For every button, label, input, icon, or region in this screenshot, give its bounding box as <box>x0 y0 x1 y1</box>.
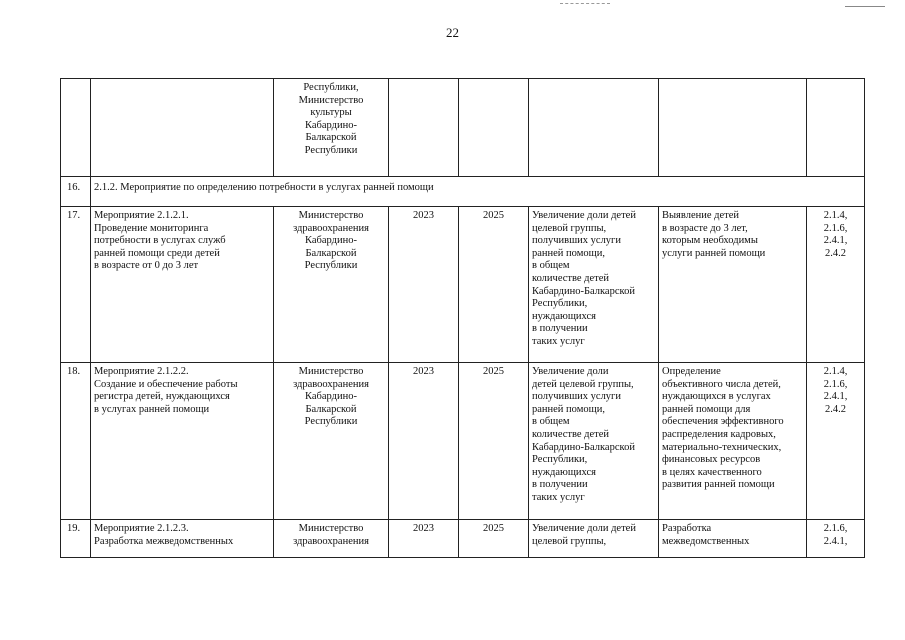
cell-end <box>459 79 529 177</box>
table-row-continuation <box>61 79 865 177</box>
cell-links: 2.1.4, 2.1.6, 2.4.1, 2.4.2 <box>807 207 865 363</box>
cell-links: 2.1.6, 2.4.1, <box>807 520 865 558</box>
cell-name: Мероприятие 2.1.2.3. Разработка межведомственных <box>91 520 274 558</box>
table-row <box>61 520 865 558</box>
cell-name <box>91 79 274 177</box>
cell-links <box>807 79 865 177</box>
cell-end: 2025 <box>459 363 529 520</box>
cell-start <box>389 79 459 177</box>
table-row-section <box>61 177 865 207</box>
table-row <box>61 207 865 363</box>
cell-num: 18. <box>61 363 91 520</box>
scan-artifact-line <box>845 0 885 7</box>
cell-start: 2023 <box>389 520 459 558</box>
cell-result: Выявление детей в возрасте до 3 лет, которым необходимы услуги ранней помощи <box>659 207 807 363</box>
cell-end: 2025 <box>459 520 529 558</box>
cell-num <box>61 79 91 177</box>
cell-start: 2023 <box>389 363 459 520</box>
cell-indicator: Увеличение доли детей целевой группы, получивших услуги ранней помощи, в общем количестве детей Кабардино-Балкарской Республики, нуждающихся в получении таких услуг <box>529 207 659 363</box>
cell-executor: Министерство здравоохранения Кабардино- Балкарской Республики <box>274 363 389 520</box>
cell-result: Определение объективного числа детей, нуждающихся в услугах ранней помощи для обеспечения эффективного распределения кадровых, материально-технических, финансовых ресурсов в целях качественного развития ранней помощи <box>659 363 807 520</box>
cell-indicator <box>529 79 659 177</box>
scan-artifact-line <box>560 0 610 4</box>
cell-indicator: Увеличение доли детей целевой группы, <box>529 520 659 558</box>
table-row <box>61 363 865 520</box>
cell-result: Разработка межведомственных <box>659 520 807 558</box>
cell-result <box>659 79 807 177</box>
section-title: 2.1.2. Мероприятие по определению потребности в услугах ранней помощи <box>91 177 865 207</box>
cell-num: 17. <box>61 207 91 363</box>
measures-table <box>60 78 865 558</box>
cell-executor: Министерство здравоохранения Кабардино- Балкарской Республики <box>274 207 389 363</box>
cell-name: Мероприятие 2.1.2.2. Создание и обеспечение работы регистра детей, нуждающихся в услугах ранней помощи <box>91 363 274 520</box>
cell-indicator: Увеличение доли детей целевой группы, получивших услуги ранней помощи, в общем количестве детей Кабардино-Балкарской Республики, нуждающихся в получении таких услуг <box>529 363 659 520</box>
cell-start: 2023 <box>389 207 459 363</box>
cell-executor: Республики, Министерство культуры Кабардино- Балкарской Республики <box>274 79 389 177</box>
cell-num: 16. <box>61 177 91 207</box>
cell-num: 19. <box>61 520 91 558</box>
cell-name: Мероприятие 2.1.2.1. Проведение мониторинга потребности в услугах служб ранней помощи среди детей в возрасте от 0 до 3 лет <box>91 207 274 363</box>
cell-end: 2025 <box>459 207 529 363</box>
cell-links: 2.1.4, 2.1.6, 2.4.1, 2.4.2 <box>807 363 865 520</box>
cell-executor: Министерство здравоохранения <box>274 520 389 558</box>
page-number: 22 <box>446 25 459 40</box>
